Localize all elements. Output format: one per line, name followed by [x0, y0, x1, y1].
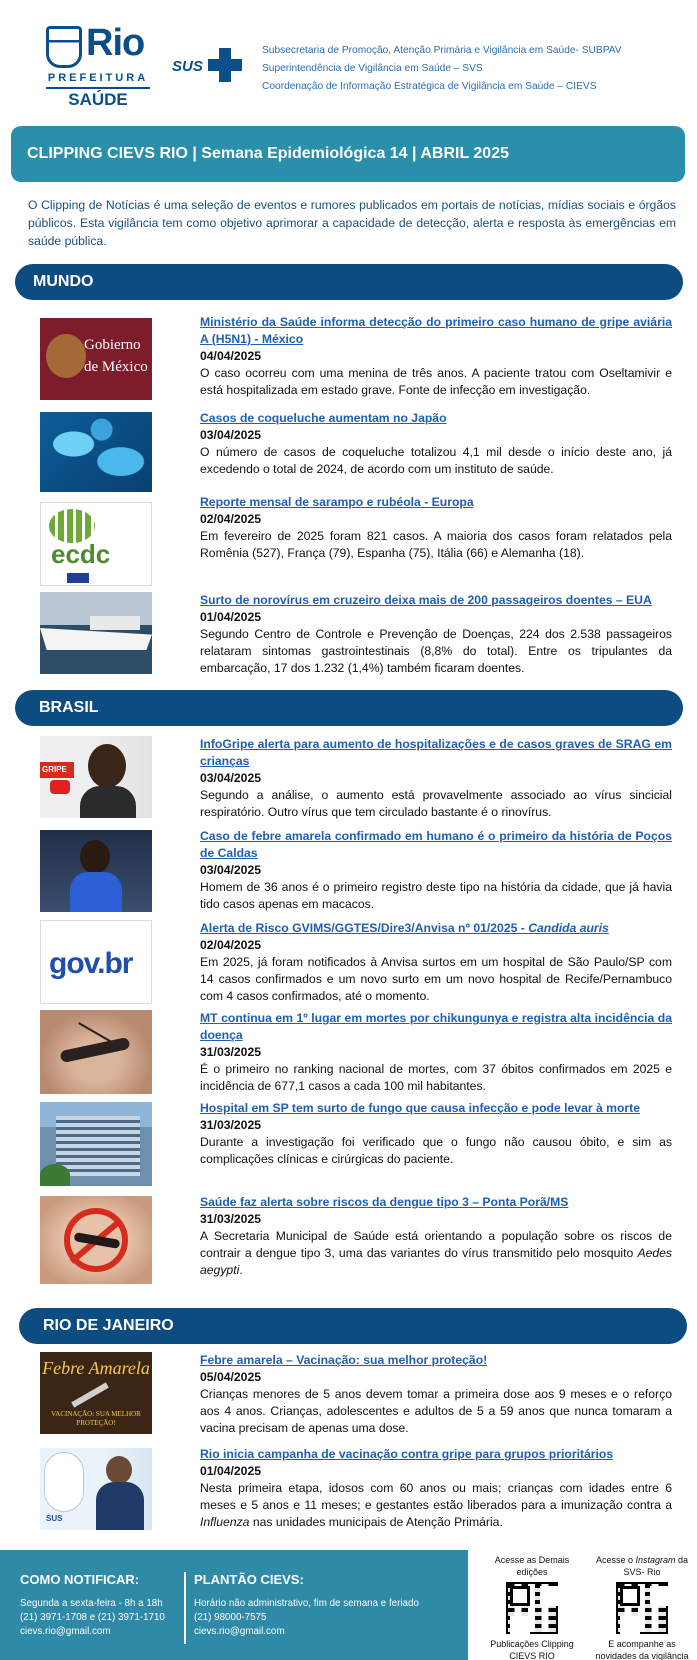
eu-flag-icon: [67, 573, 89, 583]
como-notificar-email[interactable]: cievs.rio@gmail.com: [20, 1626, 111, 1637]
news-body: Segundo a análise, o aumento está provavelmente associado ao vírus sincicial respiratório. Outro vírus que tem circulado bastante é o rinovírus.: [200, 788, 672, 819]
news-headline-link[interactable]: Saúde faz alerta sobre riscos da dengue tipo 3 – Ponta Porã/MS: [200, 1195, 569, 1209]
news-headline-link[interactable]: InfoGripe alerta para aumento de hospitalizações e de casos graves de SRAG em crianças: [200, 737, 672, 768]
news-body: Crianças menores de 5 anos devem tomar a primeira dose aos 9 meses e o reforço aos 4 anos. Crianças, adolescentes e adultos de 5 a 59 anos que nunca tomaram a vacina precisam de apenas uma dose.: [200, 1387, 672, 1435]
news-headline-link[interactable]: Reporte mensal de sarampo e rubéola - Europa: [200, 495, 474, 509]
news-body: [200, 1228, 672, 1279]
mosquito-thumbnail: [40, 1010, 152, 1094]
news-body-influenza: Influenza: [200, 1515, 250, 1529]
news-headline-species: Candida auris: [528, 921, 609, 935]
news-headline-link[interactable]: Hospital em SP tem surto de fungo que causa infecção e pode levar à morte: [200, 1101, 640, 1115]
plantao-cievs-phone: (21) 98000-7575: [194, 1612, 267, 1623]
logo-prefeitura-word: PREFEITURA: [46, 72, 150, 89]
news-body: O número de casos de coqueluche totalizou 4,1 mil desde o início deste ano, já excedendo o total de 2024, de acordo com um instituto de saúde.: [200, 445, 672, 476]
anchor-head-icon: [80, 840, 110, 874]
qr-instagram-caption-a: Acesse o: [595, 1555, 636, 1565]
anchor-body-icon: [70, 872, 122, 912]
mexico-thumb-caption: Gobierno de México: [84, 337, 148, 375]
news-headline-link[interactable]: MT continua em 1º lugar em mortes por chikungunya e registra alta incidência da doença: [200, 1011, 672, 1042]
news-date: 03/04/2025: [200, 771, 261, 785]
sus-cross-icon: [208, 48, 242, 82]
section-header-brasil: BRASIL: [15, 690, 683, 726]
news-body-species: Aedes aegypti: [200, 1246, 672, 1277]
como-notificar-title: COMO NOTIFICAR:: [20, 1572, 140, 1587]
syringe-icon: [71, 1382, 109, 1407]
qr-instagram-caption-bottom: E acompanhe as novidades da vigilância: [595, 1639, 689, 1660]
plantao-cievs-email[interactable]: cievs.rio@gmail.com: [194, 1626, 285, 1637]
logo-saude-word: SAÚDE: [68, 90, 128, 109]
footer: [0, 1550, 697, 1660]
qr-editions-caption-top: Acesse as Demais edições: [494, 1555, 570, 1577]
news-headline-link[interactable]: Surto de norovírus em cruzeiro deixa mais de 200 passageiros doentes – EUA: [200, 593, 652, 607]
news-headline-link[interactable]: [200, 920, 672, 937]
news-body: Em 2025, já foram notificados à Anvisa surtos em um hospital de São Paulo/SP com 14 casos confirmados e um novo surto em um novo hospital de Recife/Pernambuco com 4 casos confirmados, até o momento.: [200, 955, 672, 1003]
como-notificar-phones: (21) 3971-1708 e (21) 3971-1710: [20, 1612, 165, 1623]
header: [0, 0, 697, 120]
como-notificar-hours: Segunda a sexta-feira - 8h a 18h: [20, 1598, 163, 1609]
news-anchor-thumbnail: [40, 830, 152, 912]
news-date: 31/03/2025: [200, 1118, 261, 1132]
infogripe-video-thumbnail[interactable]: [40, 736, 152, 818]
prefeitura-rio-logo: [44, 24, 154, 110]
news-date: 01/04/2025: [200, 610, 261, 624]
header-line-svs: Superintendência de Vigilância em Saúde – SVS: [262, 63, 483, 74]
logo-rio-word: Rio: [86, 22, 145, 64]
qr-code-instagram-icon[interactable]: [616, 1582, 668, 1634]
news-headline-link[interactable]: Casos de coqueluche aumentam no Japão: [200, 411, 447, 425]
tree-icon: [40, 1164, 70, 1186]
qr-instagram-caption-em: Instagram: [635, 1555, 676, 1565]
footer-divider: [184, 1572, 186, 1644]
header-line-subpav: Subsecretaria de Promoção, Atenção Primária e Vigilância em Saúde- SUBPAV: [262, 45, 622, 56]
news-date: 01/04/2025: [200, 1464, 261, 1478]
building-icon: [56, 1116, 140, 1176]
news-body-end: .: [239, 1263, 243, 1277]
govbr-thumbnail: [40, 920, 152, 1004]
ship-deck-icon: [90, 616, 140, 630]
section-header-rio-de-janeiro: RIO DE JANEIRO: [19, 1308, 687, 1344]
intro-paragraph: O Clipping de Notícias é uma seleção de eventos e rumores publicados em portais de notícias, mídias sociais e órgãos públicos. Esta vigilância tem como objetivo aprimorar a capacidade de detecção, alerta e resposta às emergências em saúde pública.: [28, 198, 676, 248]
qr-code-editions-icon[interactable]: [506, 1582, 558, 1634]
febre-amarela-thumb-title: Febre Amarela: [42, 1358, 150, 1378]
ecdc-thumbnail: [40, 502, 152, 586]
qr-editions-block: [482, 1554, 582, 1660]
news-headline-link[interactable]: Caso de febre amarela confirmado em humano é o primeiro da história de Poços de Caldas: [200, 829, 672, 860]
mosquito-icon: [60, 1037, 131, 1063]
cruise-ship-thumbnail: [40, 592, 152, 674]
presenter-head-icon: [88, 744, 126, 788]
header-institution-lines: [262, 42, 692, 96]
plantao-cievs-title: PLANTÃO CIEVS:: [194, 1572, 304, 1587]
plantao-cievs-block: [194, 1572, 419, 1639]
city-crest-icon: [46, 26, 82, 68]
hospital-building-thumbnail: [40, 1102, 152, 1186]
news-date: 31/03/2025: [200, 1212, 261, 1226]
sus-logo-text: SUS: [172, 58, 203, 75]
plantao-cievs-hours: Horário não administrativo, fim de semana e feriado: [194, 1598, 419, 1609]
page-title-banner: CLIPPING CIEVS RIO | Semana Epidemiológica 14 | ABRIL 2025: [11, 126, 685, 182]
news-body: Durante a investigação foi verificado que o fungo não causou óbito, e sim as complicações clínicas e cirúrgicas do paciente.: [200, 1135, 672, 1166]
news-date: 05/04/2025: [200, 1370, 261, 1384]
news-date: 03/04/2025: [200, 863, 261, 877]
gripe-label: GRIPE: [40, 762, 74, 778]
como-notificar-block: [20, 1572, 165, 1639]
header-line-cievs: Coordenação de Informação Estratégica de Vigilância em Saúde – CIEVS: [262, 81, 597, 92]
febre-amarela-thumbnail: [40, 1352, 152, 1434]
news-body: O caso ocorreu com uma menina de três anos. A paciente tratou com Oseltamivir e está hospitalizada em estado grave. Fonte de infecção em investigação.: [200, 366, 672, 397]
footer-contact-panel: [0, 1550, 468, 1660]
mexico-seal-icon: [46, 334, 86, 378]
sus-logo: [172, 48, 242, 86]
health-worker-body-icon: [96, 1482, 144, 1530]
qr-editions-caption-bottom: Publicações Clipping CIEVS RIO: [490, 1639, 574, 1660]
news-body-text: A Secretaria Municipal de Saúde está orientando a população sobre os riscos de contrair a dengue tipo 3, uma das variantes do vírus transmitido pelo mosquito: [200, 1229, 672, 1260]
qr-instagram-caption-top: [590, 1554, 694, 1580]
dengue-warning-thumbnail: [40, 1196, 152, 1284]
news-date: 02/04/2025: [200, 512, 261, 526]
bacteria-thumbnail-icon: [40, 412, 152, 492]
news-body: Em fevereiro de 2025 foram 821 casos. A maioria dos casos foram relatados pela Romênia (527), França (79), Espanha (75), Itália (66) e Alemanha (18).: [200, 529, 672, 560]
news-date: 03/04/2025: [200, 428, 261, 442]
mosquito-leg-icon: [78, 1022, 114, 1044]
news-headline-link[interactable]: Febre amarela – Vacinação: sua melhor proteção!: [200, 1353, 488, 1367]
news-date: 04/04/2025: [200, 349, 261, 363]
ship-hull-icon: [40, 628, 152, 650]
qr-instagram-caption-b: da SVS- Rio: [623, 1555, 689, 1577]
news-body-end: nas unidades municipais de Atenção Primária.: [249, 1515, 503, 1529]
section-header-mundo: MUNDO: [15, 264, 683, 300]
vaccination-campaign-thumbnail: [40, 1448, 152, 1530]
news-body: É o primeiro no ranking nacional de mortes, com 37 óbitos confirmados em 2025 e incidência de 677,1 casos a cada 100 mil habitantes.: [200, 1062, 672, 1093]
mexico-gov-thumbnail: [40, 318, 152, 400]
ze-gotinha-mascot-icon: [44, 1452, 84, 1512]
news-body-text: Nesta primeira etapa, idosos com 60 anos ou mais; crianças com idades entre 6 meses e 5 anos e 11 meses; e gestantes estão liberados para a imunização contra a: [200, 1481, 672, 1512]
health-worker-head-icon: [106, 1456, 132, 1484]
presenter-body-icon: [80, 786, 136, 818]
govbr-logo-text: gov.br: [49, 947, 133, 980]
news-headline-text: Alerta de Risco GVIMS/GGTES/Dire3/Anvisa nº 01/2025 -: [200, 921, 529, 935]
news-headline-link[interactable]: Ministério da Saúde informa detecção do primeiro caso humano de gripe aviária A (H5N1) - México: [200, 315, 672, 346]
sus-thumb-label: SUS: [46, 1514, 63, 1523]
globe-icon: [49, 509, 95, 543]
youtube-play-icon[interactable]: [50, 780, 70, 794]
qr-instagram-block: [590, 1554, 694, 1660]
news-body: [200, 1480, 672, 1531]
news-headline-link[interactable]: Rio inicia campanha de vacinação contra gripe para grupos prioritários: [200, 1447, 614, 1461]
ecdc-logo-text: ecdc: [51, 539, 111, 569]
news-body: Homem de 36 anos é o primeiro registro deste tipo na história da cidade, que já havia tido casos apenas em macacos.: [200, 880, 672, 911]
news-date: 31/03/2025: [200, 1045, 261, 1059]
news-date: 02/04/2025: [200, 938, 261, 952]
febre-amarela-thumb-subtitle: VACINAÇÃO: SUA MELHOR PROTEÇÃO!: [51, 1410, 141, 1427]
news-body: Segundo Centro de Controle e Prevenção de Doenças, 224 dos 2.538 passageiros relataram sintomas gastrointestinais (8,8% do total). Entre os tripulantes da embarcação, 17 dos 1.232 (1,4%) também ficaram doentes.: [200, 627, 672, 675]
